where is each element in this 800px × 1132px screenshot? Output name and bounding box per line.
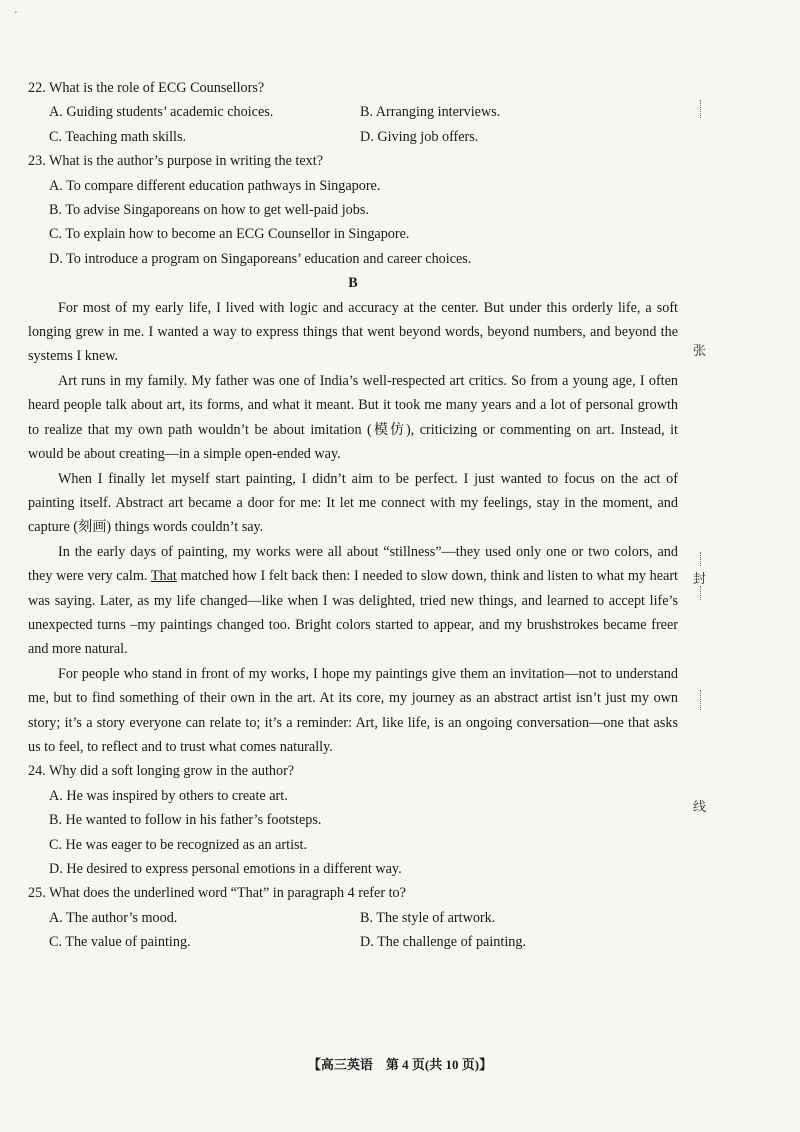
q23-option-a: A. To compare different education pathways in Singapore. xyxy=(49,177,381,194)
q23-option-d: D. To introduce a program on Singaporeans’ education and career choices. xyxy=(49,250,472,267)
page-content xyxy=(28,76,678,955)
passage-paragraph-2: Art runs in my family. My father was one of India’s well-respected art critics. So from a young age, I often heard people talk about art, its forms, and what it meant. But it took me many years and a lot of personal growth to realize that my own path wouldn’t be about imitation (模仿), criticizing or commenting on art. Instead, it would be about creating—in a simple open-ended way. xyxy=(28,372,678,463)
corner-mark: ˊ xyxy=(14,10,18,22)
q25-option-d: D. The challenge of painting. xyxy=(360,934,526,951)
q22-option-d: D. Giving job offers. xyxy=(360,128,479,145)
q25-option-b: B. The style of artwork. xyxy=(360,909,496,926)
passage-paragraph-1: For most of my early life, I lived with logic and accuracy at the center. But under this orderly life, a soft longing grew in me. I wanted a way to express things that went beyond words, beyond numbers, and beyond the systems I knew. xyxy=(28,299,678,365)
q24-stem: 24. Why did a soft longing grow in the author? xyxy=(28,763,295,780)
passage-paragraph-4 xyxy=(28,540,678,662)
q23-stem: 23. What is the author’s purpose in writing the text? xyxy=(28,153,323,170)
p4-part-b: matched how I felt back then: I needed to slow down, think and listen to what my heart was saying. Later, as my life changed—like when I was delighted, tried new things, and learned to accept life’s unexpected turns –my paintings changed too. Bright colors started to appear, and my brushstrokes became freer and more natural. xyxy=(28,568,679,658)
section-b-heading: B xyxy=(348,275,358,292)
q23-option-b: B. To advise Singaporeans on how to get well-paid jobs. xyxy=(49,202,369,219)
q23-option-c: C. To explain how to become an ECG Counsellor in Singapore. xyxy=(49,226,410,243)
margin-char-xian: 线 xyxy=(693,799,707,814)
q24-option-c: C. He was eager to be recognized as an artist. xyxy=(49,836,308,853)
q24-option-a: A. He was inspired by others to create art. xyxy=(49,787,288,804)
q25-options-row1 xyxy=(28,906,678,930)
margin-dots-1 xyxy=(700,100,703,118)
p4-part-a: In the early days of painting, my works were all about “stillness”—they used only one or two colors, and they were very calm. xyxy=(28,543,678,585)
margin-dots-4 xyxy=(700,690,703,710)
q22-stem: 22. What is the role of ECG Counsellors? xyxy=(28,80,265,96)
q25-option-c: C. The value of painting. xyxy=(49,934,191,951)
margin-dots-3 xyxy=(700,586,703,600)
q24-option-b: B. He wanted to follow in his father’s footsteps. xyxy=(49,812,322,829)
margin-char-feng: 封 xyxy=(693,571,707,586)
q22-option-c: C. Teaching math skills. xyxy=(49,128,187,145)
q22-options-row2 xyxy=(28,125,678,149)
passage-paragraph-3: When I finally let myself start painting, I didn’t aim to be perfect. I just wanted to focus on the act of painting itself. Abstract art became a door for me: It let me connect with my feelings, stay in the moment, and capture (刻画) things words couldn’t say. xyxy=(28,470,678,536)
page-footer: 【高三英语 第 4 页(共 10 页)】 xyxy=(307,1057,493,1072)
q22-option-b: B. Arranging interviews. xyxy=(360,104,501,121)
q24-option-d: D. He desired to express personal emotions in a different way. xyxy=(49,861,402,877)
underlined-that: That xyxy=(150,568,177,585)
margin-char-zhang: 张 xyxy=(693,343,707,358)
margin-dots-2 xyxy=(700,552,703,566)
q22-option-a: A. Guiding students’ academic choices. xyxy=(49,104,274,121)
q25-options-row2 xyxy=(28,930,678,954)
q25-stem: 25. What does the underlined word “That” in paragraph 4 refer to? xyxy=(28,885,406,902)
q25-option-a: A. The author’s mood. xyxy=(49,909,178,926)
q22-options-row1 xyxy=(28,100,678,124)
passage-paragraph-5: For people who stand in front of my works, I hope my paintings give them an invitation—not to understand me, but to find something of their own in the art. At its core, my journey as an abstract artist isn’t just my own story; it’s a story everyone can relate to; it’s a reminder: Art, like life, is an ongoing conversation—one that asks us to feel, to reflect and to trust what comes naturally. xyxy=(28,665,678,755)
